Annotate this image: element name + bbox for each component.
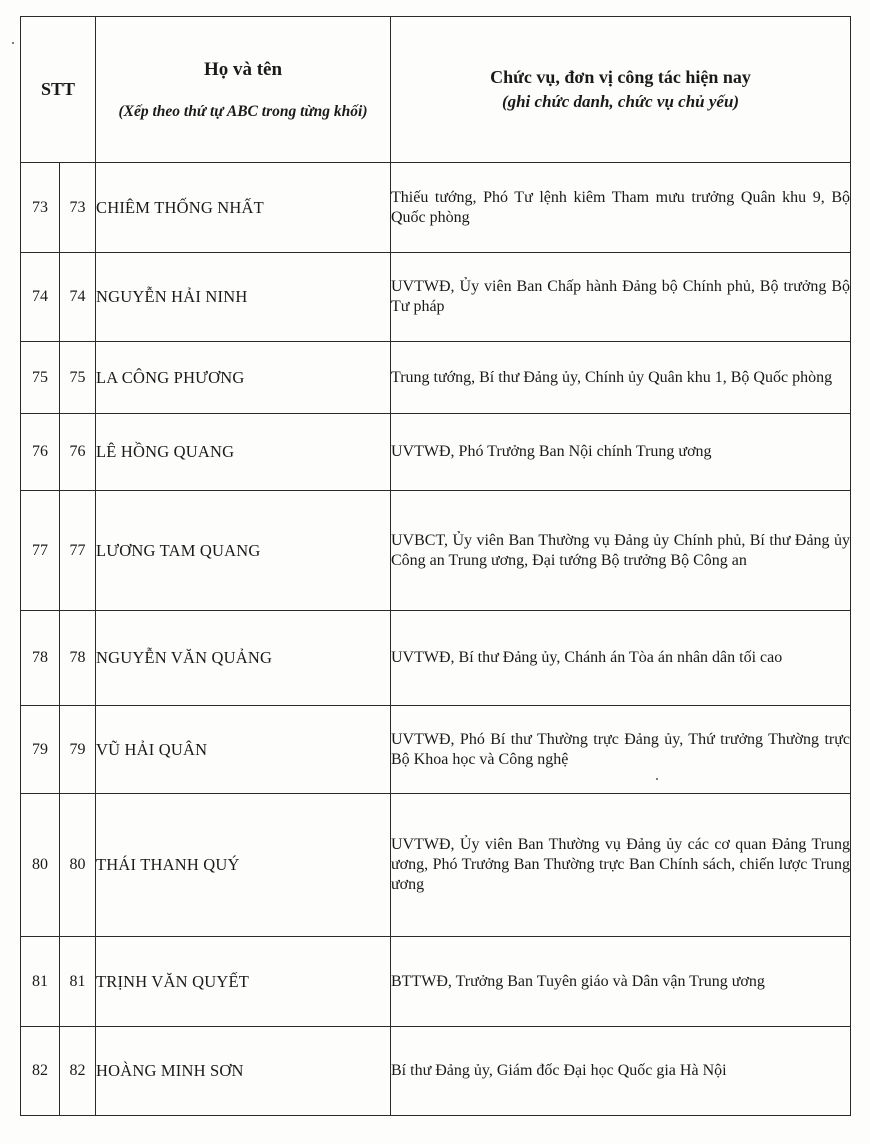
table-row [21,491,851,611]
stt-sub-index: 78 [60,611,96,706]
table-row [21,794,851,937]
stt-sub-index: 79 [60,706,96,794]
candidate-position: UVTWĐ, Ủy viên Ban Chấp hành Đảng bộ Chính phủ, Bộ trưởng Bộ Tư pháp [391,253,851,342]
candidate-name: HOÀNG MINH SƠN [96,1027,391,1116]
candidate-name: VŨ HẢI QUÂN [96,706,391,794]
candidate-position: UVTWĐ, Phó Trưởng Ban Nội chính Trung ương [391,414,851,491]
stt-index: 76 [21,414,60,491]
table-row [21,937,851,1027]
stt-index: 79 [21,706,60,794]
name-header-subtitle: (Xếp theo thứ tự ABC trong từng khối) [118,102,368,120]
candidate-table [20,16,851,1116]
table-row [21,163,851,253]
candidate-position: Bí thư Đảng ủy, Giám đốc Đại học Quốc gia Hà Nội [391,1027,851,1116]
candidate-name: TRỊNH VĂN QUYẾT [96,937,391,1027]
candidate-name: NGUYỄN VĂN QUẢNG [96,611,391,706]
candidate-position: UVTWĐ, Ủy viên Ban Thường vụ Đảng ủy các cơ quan Đảng Trung ương, Phó Trưởng Ban Thường trực Ban Chính sách, chiến lược Trung ương [391,794,851,937]
candidate-name: THÁI THANH QUÝ [96,794,391,937]
name-header-title: Họ và tên [203,58,283,80]
candidate-name: LÊ HỒNG QUANG [96,414,391,491]
stt-index: 74 [21,253,60,342]
stt-sub-index: 74 [60,253,96,342]
name-header [96,17,391,163]
stt-sub-index: 81 [60,937,96,1027]
stt-sub-index: 76 [60,414,96,491]
stt-index: 75 [21,342,60,414]
stt-index: 73 [21,163,60,253]
stt-sub-index: 75 [60,342,96,414]
candidate-name: LƯƠNG TAM QUANG [96,491,391,611]
candidate-position: UVTWĐ, Phó Bí thư Thường trực Đảng ủy, Thứ trưởng Thường trực Bộ Khoa học và Công nghệ [391,706,851,794]
position-header-subtitle: (ghi chức danh, chức vụ chủ yếu) [501,92,740,111]
stt-sub-index: 82 [60,1027,96,1116]
candidate-name: NGUYỄN HẢI NINH [96,253,391,342]
candidate-position: UVBCT, Ủy viên Ban Thường vụ Đảng ủy Chính phủ, Bí thư Đảng ủy Công an Trung ương, Đại tướng Bộ trưởng Bộ Công an [391,491,851,611]
scan-speck [12,42,14,44]
stt-sub-index: 80 [60,794,96,937]
stt-header: STT [21,17,96,163]
stt-sub-index: 77 [60,491,96,611]
stt-index: 77 [21,491,60,611]
stt-index: 78 [21,611,60,706]
table-row [21,253,851,342]
table-row [21,1027,851,1116]
candidate-position: BTTWĐ, Trưởng Ban Tuyên giáo và Dân vận Trung ương [391,937,851,1027]
table-row [21,611,851,706]
stt-index: 80 [21,794,60,937]
position-header [391,17,851,163]
table-row [21,706,851,794]
position-header-title: Chức vụ, đơn vị công tác hiện nay [490,67,751,87]
stt-sub-index: 73 [60,163,96,253]
table-row [21,342,851,414]
table-row [21,414,851,491]
candidate-position: UVTWĐ, Bí thư Đảng ủy, Chánh án Tòa án nhân dân tối cao [391,611,851,706]
candidate-position: Thiếu tướng, Phó Tư lệnh kiêm Tham mưu trưởng Quân khu 9, Bộ Quốc phòng [391,163,851,253]
candidate-position: Trung tướng, Bí thư Đảng ủy, Chính ủy Quân khu 1, Bộ Quốc phòng [391,342,851,414]
table-header-row [21,17,851,163]
stt-index: 81 [21,937,60,1027]
candidate-name: LA CÔNG PHƯƠNG [96,342,391,414]
candidate-name: CHIÊM THỐNG NHẤT [96,163,391,253]
stt-index: 82 [21,1027,60,1116]
